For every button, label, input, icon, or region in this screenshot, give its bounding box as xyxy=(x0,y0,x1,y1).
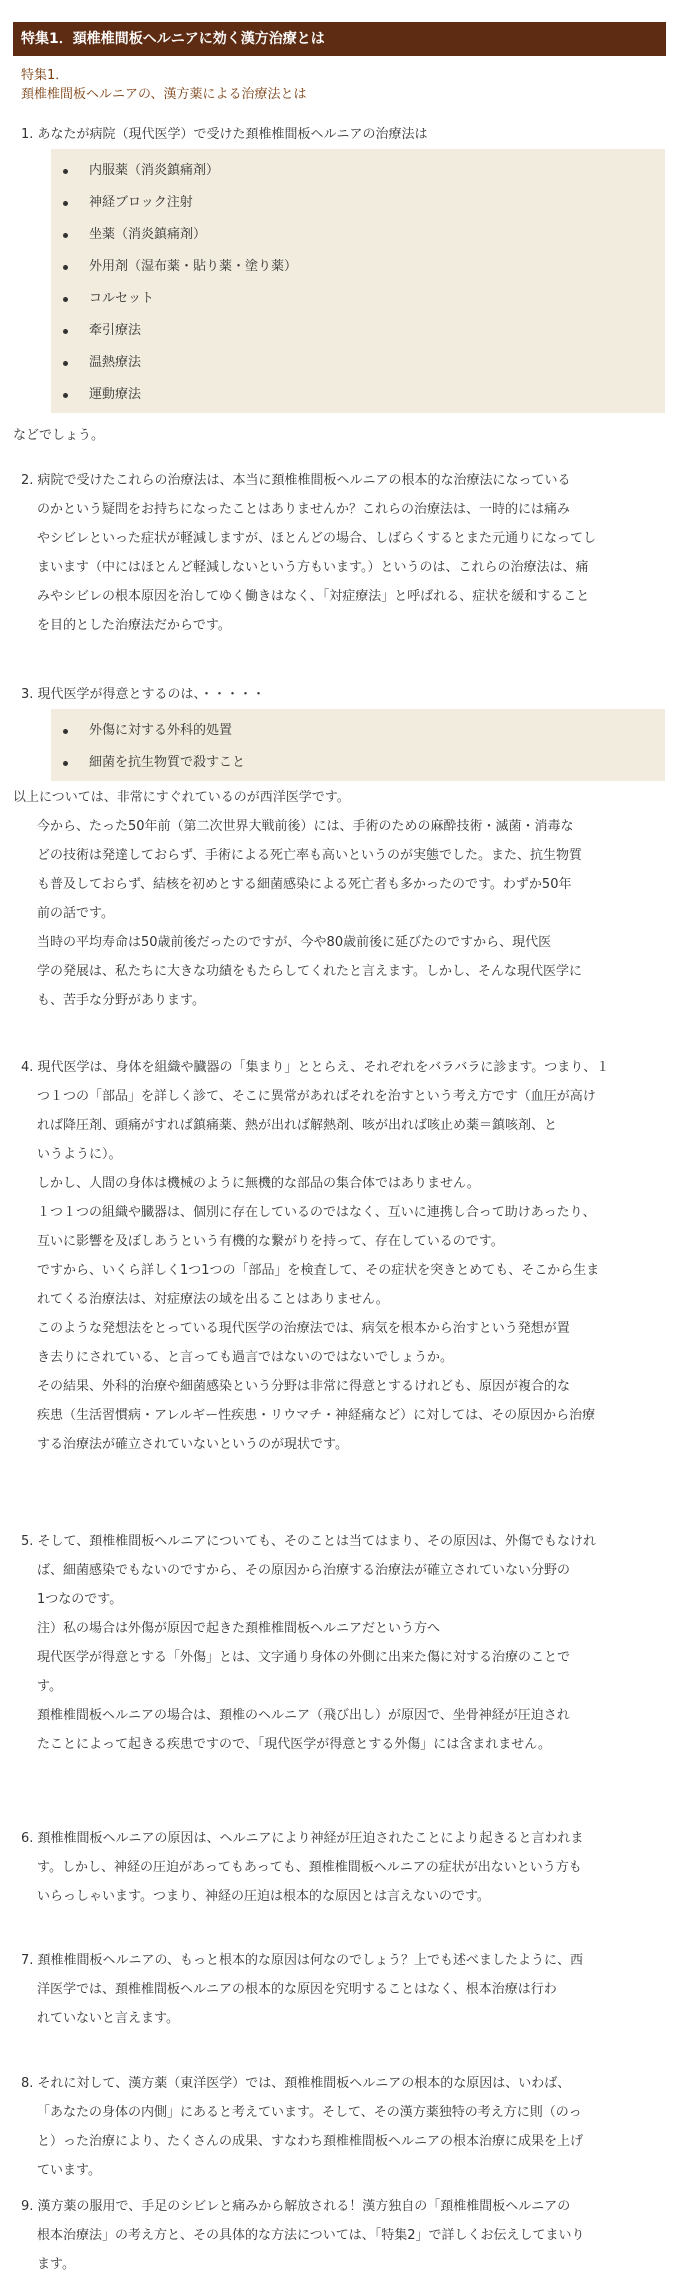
feature-label: 特集1． xyxy=(21,68,69,83)
paragraph-line: 当時の平均寿命は50歳前後だったのですが、今や80歳前後に延びたのですから、現代医 xyxy=(37,935,552,950)
section-4 xyxy=(13,1053,666,1459)
treatment-list-box xyxy=(51,149,665,413)
feature-subheading xyxy=(21,66,666,104)
paragraph-line: も普及しておらず、結核を初めとする細菌感染による死亡者も多かったのです。わずか50年 xyxy=(37,877,572,892)
note-heading: 注）私の場合は外傷が原因で起きた頚椎椎間板ヘルニアだという方へ xyxy=(37,1621,441,1636)
paragraph-line: 前の話です。 xyxy=(37,906,114,921)
paragraph-line: いらっしゃいます。つまり、神経の圧迫は根本的な原因とは言えないのです。 xyxy=(37,1889,490,1904)
section-3 xyxy=(13,680,666,1015)
paragraph-line: 互いに影響を及ぼしあうという有機的な繋がりを持って、存在しているのです。 xyxy=(37,1234,504,1249)
paragraph-line: ています。 xyxy=(37,2163,101,2178)
paragraph-line: １つ１つの組織や臓器は、個別に存在しているのではなく、互いに連携し合って助けあったり、 xyxy=(37,1205,596,1220)
section-3-summary: 以上については、非常にすぐれているのが西洋医学です。 xyxy=(13,790,350,805)
section-1-closing: などでしょう。 xyxy=(13,428,105,443)
paragraph-line: まいます（中にはほとんど軽減しないという方もいます。）というのは、これらの治療法は、痛 xyxy=(37,560,589,575)
list-item: 温熱療法 xyxy=(51,347,665,379)
paragraph-line: ですから、いくら詳しく1つ1つの「部品」を検査して、その症状を突きとめても、そこから生ま xyxy=(37,1263,600,1278)
list-item: 細菌を抗生物質で殺すこと xyxy=(51,747,665,779)
section-1 xyxy=(13,120,666,450)
paragraph-line: 頚椎椎間板ヘルニアの場合は、頚椎のヘルニア（飛び出し）が原因で、坐骨神経が圧迫され xyxy=(37,1708,570,1723)
list-item: 運動療法 xyxy=(51,379,665,411)
list-item: 内服薬（消炎鎮痛剤） xyxy=(51,155,665,187)
section-6 xyxy=(13,1824,666,1911)
paragraph-line: を目的とした治療法だからです。 xyxy=(37,618,231,633)
paragraph-line: 1つなのです。 xyxy=(37,1592,123,1607)
paragraph-line: 7. 頚椎椎間板ヘルニアの、もっと根本的な原因は何なのでしょう？上でも述べましたように、西 xyxy=(21,1953,584,1968)
list-item: コルセット xyxy=(51,283,665,315)
paragraph-line: き去りにされている、と言っても過言ではないのではないでしょうか。 xyxy=(37,1350,454,1365)
paragraph-line: やシビレといった症状が軽減しますが、ほとんどの場合、しばらくするとまた元通りになってし xyxy=(37,531,597,546)
list-item: 神経ブロック注射 xyxy=(51,187,665,219)
paragraph-line: 2. 病院で受けたこれらの治療法は、本当に頚椎椎間板ヘルニアの根本的な治療法になっている xyxy=(21,473,571,488)
paragraph-line: 根本治療法」の考え方と、その具体的な方法については、「特集2」で詳しくお伝えしてまいり xyxy=(37,2228,585,2243)
paragraph-line: その結果、外科的治療や細菌感染という分野は非常に得意とするけれども、原因が複合的な xyxy=(37,1379,571,1394)
paragraph-line: れば降圧剤、頭痛がすれば鎮痛薬、熱が出れば解熱剤、咳が出れば咳止め薬＝鎮咳剤、と xyxy=(37,1118,558,1133)
paragraph-line: す。 xyxy=(37,1679,62,1694)
list-item: 坐薬（消炎鎮痛剤） xyxy=(51,219,665,251)
paragraph-line: 6. 頚椎椎間板ヘルニアの原因は、ヘルニアにより神経が圧迫されたことにより起きると言われま xyxy=(21,1831,584,1846)
paragraph-line: 学の発展は、私たちに大きな功績をもたらしてくれたと言えます。しかし、そんな現代医学に xyxy=(37,964,582,979)
section-5 xyxy=(13,1527,666,1759)
paragraph-line: このような発想法をとっている現代医学の治療法では、病気を根本から治すという発想が置 xyxy=(37,1321,570,1336)
section-9 xyxy=(13,2192,666,2279)
section-3-intro: 3. 現代医学が得意とするのは、・・・・・ xyxy=(21,687,266,702)
paragraph-line: 今から、たった50年前（第二次世界大戦前後）には、手術のための麻酔技術・滅菌・消毒な xyxy=(37,819,574,834)
article xyxy=(13,22,666,104)
list-item: 外用剤（湿布薬・貼り薬・塗り薬） xyxy=(51,251,665,283)
page-title-banner: 特集1．頚椎椎間板ヘルニアに効く漢方治療とは xyxy=(13,22,666,56)
paragraph-line: みやシビレの根本原因を治してゆく働きはなく、「対症療法」と呼ばれる、症状を緩和すること xyxy=(37,589,590,604)
paragraph-line: しかし、人間の身体は機械のように無機的な部品の集合体ではありません。 xyxy=(37,1176,480,1191)
strengths-list-box xyxy=(51,709,665,781)
paragraph-line: する治療法が確立されていないというのが現状です。 xyxy=(37,1437,348,1452)
section-7 xyxy=(13,1946,666,2033)
paragraph-line: れてくる治療法は、対症療法の域を出ることはありません。 xyxy=(37,1292,389,1307)
paragraph-line: す。しかし、神経の圧迫があってもあっても、頚椎椎間板ヘルニアの症状が出ないという方も xyxy=(37,1860,582,1875)
section-1-intro: 1. あなたが病院（現代医学）で受けた頚椎椎間板ヘルニアの治療法は xyxy=(21,127,428,142)
paragraph-line: 洋医学では、頚椎椎間板ヘルニアの根本的な原因を究明することはなく、根本治療は行わ xyxy=(37,1982,557,1997)
list-item: 外傷に対する外科的処置 xyxy=(51,715,665,747)
paragraph-line: も、苦手な分野があります。 xyxy=(37,993,205,1008)
paragraph-line: のかという疑問をお持ちになったことはありませんか？これらの治療法は、一時的には痛み xyxy=(37,502,571,517)
paragraph-line: れていないと言えます。 xyxy=(37,2011,179,2026)
paragraph-line: たことによって起きる疾患ですので、「現代医学が得意とする外傷」には含まれません。 xyxy=(37,1737,552,1752)
paragraph-line: ます。 xyxy=(37,2257,75,2272)
section-2 xyxy=(13,466,666,640)
paragraph-line: どの技術は発達しておらず、手術による死亡率も高いというのが実態でした。また、抗生物質 xyxy=(37,848,582,863)
paragraph-line: 現代医学が得意とする「外傷」とは、文字通り身体の外側に出来た傷に対する治療のことで xyxy=(37,1650,571,1665)
section-8 xyxy=(13,2069,666,2185)
list-item: 牽引療法 xyxy=(51,315,665,347)
feature-title: 頚椎椎間板ヘルニアの、漢方薬による治療法とは xyxy=(21,87,307,102)
paragraph-line: つ１つの「部品」を詳しく診て、そこに異常があればそれを治すという考え方です（血圧が高け xyxy=(37,1089,596,1104)
paragraph-line: 9. 漢方薬の服用で、手足のシビレと痛みから解放される！漢方独自の「頚椎椎間板ヘルニアの xyxy=(21,2199,571,2214)
paragraph-line: 「あなたの身体の内側」にあると考えています。そして、その漢方薬独特の考え方に則（のっ xyxy=(37,2105,582,2120)
paragraph-line: いうように）。 xyxy=(37,1147,122,1162)
paragraph-line: 4. 現代医学は、身体を組織や臓器の「集まり」ととらえ、それぞれをバラバラに診ます。つまり、１ xyxy=(21,1060,610,1075)
paragraph-line: ば、細菌感染でもないのですから、その原因から治療する治療法が確立されていない分野の xyxy=(37,1563,571,1578)
paragraph-line: 8. それに対して、漢方薬（東洋医学）では、頚椎椎間板ヘルニアの根本的な原因は、いわば、 xyxy=(21,2076,571,2091)
paragraph-line: と）った治療により、たくさんの成果、すなわち頚椎椎間板ヘルニアの根本治療に成果を上げ xyxy=(37,2134,584,2149)
paragraph-line: 疾患（生活習慣病・アレルギー性疾患・リウマチ・神経痛など）に対しては、その原因から治療 xyxy=(37,1408,596,1423)
paragraph-line: 5. そして、頚椎椎間板ヘルニアについても、そのことは当てはまり、その原因は、外傷でもなけれ xyxy=(21,1534,597,1549)
